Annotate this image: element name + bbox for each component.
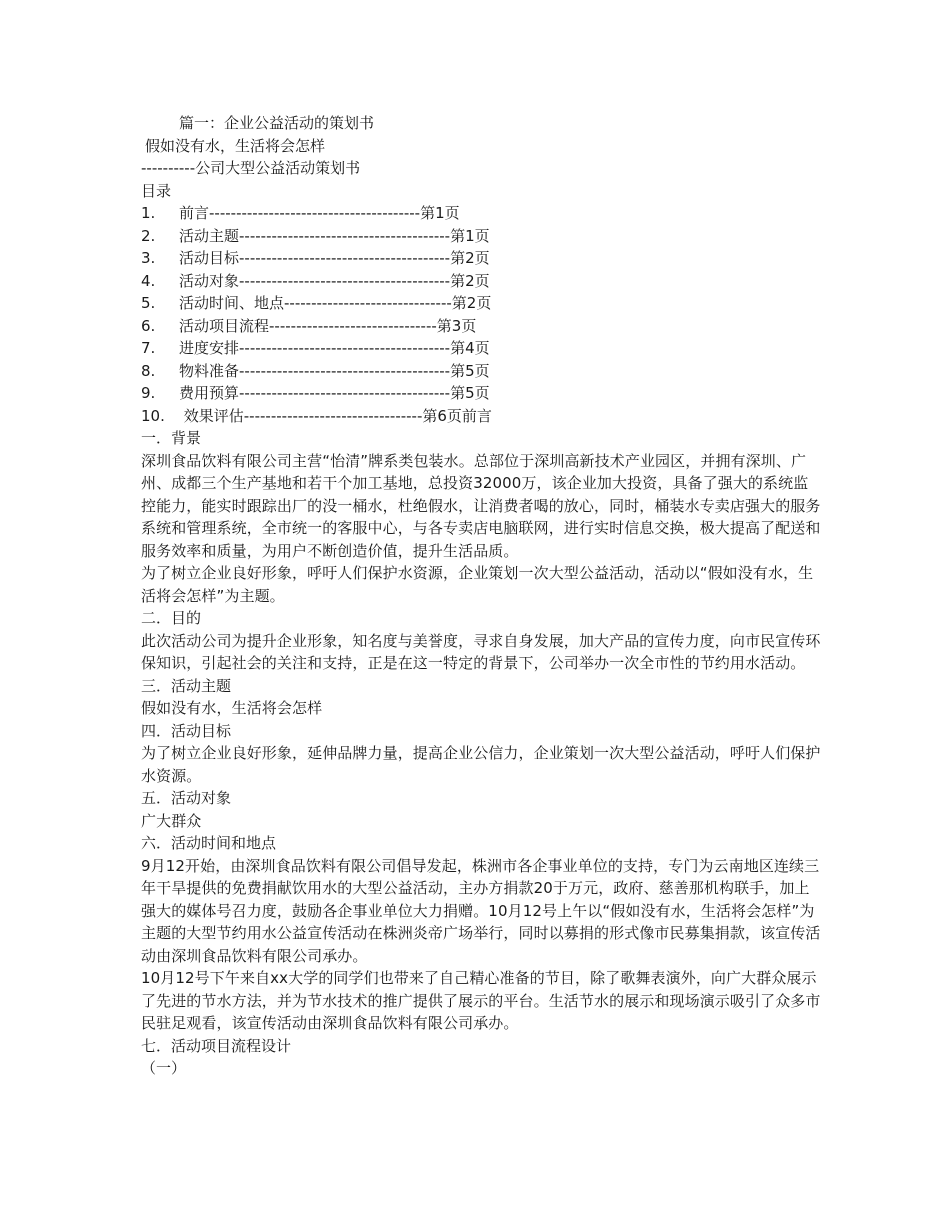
paragraph: 深圳食品饮料有限公司主营“怡清”牌系类包装水。总部位于深圳高新技术产业园区，并拥有深圳、广州、成都三个生产基地和若干个加工基地，总投资32000万，该企业加大投资，具备了强大的系统监控能力，能实时跟踪出厂的没一桶水，杜绝假水，让消费者喝的放心，同时，桶装水专卖店强大的服务系统和管理系统，全市统一的客服中心，与各专卖店电脑联网，进行实时信息交换，极大提高了配送和服务效率和质量，为用户不断创造价值，提升生活品质。	[141, 451, 821, 560]
section-heading: 四．活动目标	[141, 721, 232, 740]
paragraph: 为了树立企业良好形象，呼吁人们保护水资源，企业策划一次大型公益活动，活动以“假如没有水，生活将会怎样”为主题。	[141, 564, 814, 605]
paragraph: 10月12号下午来自xx大学的同学们也带来了自己精心准备的节目，除了歌舞表演外，向广大群众展示了先进的节水方法，并为节水技术的推广提供了展示的平台。生活节水的展示和现场演示吸引了众多市民驻足观看，该宣传活动由深圳食品饮料有限公司承办。	[141, 969, 821, 1032]
paragraph: 假如没有水，生活将会怎样	[141, 699, 323, 717]
paragraph: 为了树立企业良好形象，延伸品牌力量，提高企业公信力，企业策划一次大型公益活动，呼吁人们保护水资源。	[141, 744, 821, 785]
section-heading: 二．目的	[141, 609, 202, 627]
table-of-contents	[141, 202, 821, 427]
section-heading: 六．活动时间和地点	[141, 834, 277, 852]
toc-item: 6. 活动项目流程-------------------------------第3页	[141, 316, 477, 335]
section-heading: 五．活动对象	[141, 789, 232, 807]
toc-item: 7. 进度安排---------------------------------------第4页	[141, 339, 490, 357]
toc-item: 8. 物料准备---------------------------------------第5页	[141, 361, 490, 380]
document-title: 篇一：企业公益活动的策划书	[179, 114, 375, 132]
toc-item: 4. 活动对象---------------------------------------第2页	[141, 271, 490, 290]
toc-item: 3. 活动目标---------------------------------------第2页	[141, 249, 490, 267]
document-body	[141, 112, 821, 1080]
toc-item: 2. 活动主题---------------------------------------第1页	[141, 226, 490, 245]
toc-item: 5. 活动时间、地点-------------------------------第2页	[141, 294, 492, 312]
toc-item: 10. 效果评估---------------------------------第6页前言	[141, 406, 492, 425]
document-subtitle: 假如没有水，生活将会怎样	[145, 136, 326, 155]
paragraph: 9月12开始，由深圳食品饮料有限公司倡导发起，株洲市各企事业单位的支持，专门为云南地区连续三年干旱提供的免费捐献饮用水的大型公益活动，主办方捐款20于万元，政府、慈善那机构联手，加上强大的媒体号召力度，鼓励各企事业单位大力捐赠。10月12号上午以“假如没有水，生活将会怎样”为主题的大型节约用水公益宣传活动在株洲炎帝广场举行，同时以募捐的形式像市民募集捐款，该宣传活动由深圳食品饮料有限公司承办。	[141, 856, 821, 965]
paragraph: 广大群众	[141, 811, 202, 830]
toc-item: 9. 费用预算---------------------------------------第5页	[141, 384, 490, 402]
document-heading: ----------公司大型公益活动策划书	[141, 159, 361, 177]
paragraph: 此次活动公司为提升企业形象，知名度与美誉度，寻求自身发展，加大产品的宣传力度，向市民宣传环保知识，引起社会的关注和支持，正是在这一特定的背景下，公司举办一次全市性的节约用水活动。	[141, 631, 821, 672]
section-heading: 三．活动主题	[141, 676, 232, 695]
section-heading: 七．活动项目流程设计	[141, 1036, 292, 1055]
toc-item: 1. 前言---------------------------------------第1页	[141, 204, 460, 222]
section-heading: 一．背景	[141, 429, 202, 447]
toc-label: 目录	[141, 181, 172, 200]
subsection-label: （一）	[141, 1059, 187, 1077]
